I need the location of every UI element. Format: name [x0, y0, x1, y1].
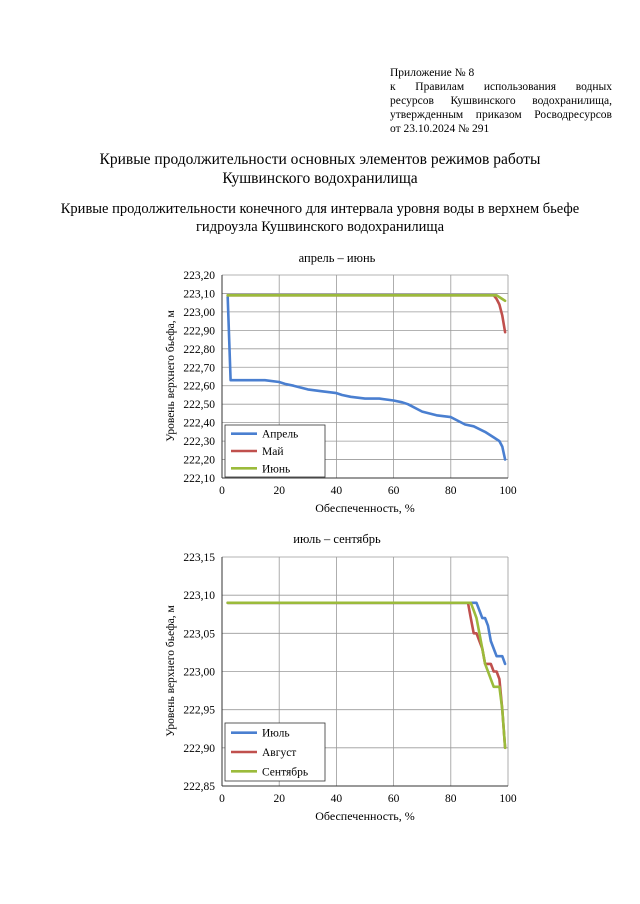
appendix-header	[390, 66, 612, 136]
appendix-number: Приложение № 8	[390, 67, 475, 79]
appendix-line: ресурсов Кушвинского водохранилища,	[390, 95, 612, 107]
x-tick-label: 40	[330, 793, 343, 805]
y-axis-label: Уровень верхнего бьефа, м	[165, 605, 177, 737]
page-title-line: Кривые продолжительности основных элементов режимов работы	[99, 151, 541, 168]
x-tick-label: 100	[499, 793, 517, 805]
y-tick-label: 223,10	[183, 288, 215, 301]
x-tick-label: 60	[387, 793, 400, 805]
y-tick-label: 222,60	[183, 380, 215, 393]
y-tick-label: 222,80	[183, 343, 215, 356]
section-subtitle	[0, 200, 640, 236]
x-tick-label: 60	[387, 485, 400, 497]
series-line-Июнь	[228, 295, 505, 301]
y-tick-label: 222,30	[183, 436, 215, 449]
subtitle-line: Кривые продолжительности конечного для интервала уровня воды в верхнем бьефе	[60, 201, 580, 217]
chart-title: июль – сентябрь	[293, 532, 381, 546]
legend-label: Август	[262, 747, 297, 759]
x-tick-label: 100	[499, 485, 517, 497]
chart-july-september	[0, 528, 640, 828]
chart-april-june	[0, 245, 640, 520]
y-tick-label: 223,05	[183, 628, 215, 641]
legend-label: Июнь	[262, 463, 291, 476]
y-tick-label: 223,20	[183, 270, 215, 282]
chart-title: апрель – июнь	[298, 251, 376, 265]
series-line-Май	[228, 295, 505, 332]
page-title-line: Кушвинского водохранилища	[222, 170, 418, 187]
y-axis-label: Уровень верхнего бьефа, м	[165, 310, 177, 442]
x-tick-label: 40	[330, 485, 343, 497]
legend-label: Май	[262, 446, 284, 458]
x-tick-label: 0	[219, 485, 225, 497]
legend-label: Сентябрь	[262, 766, 309, 779]
y-tick-label: 223,00	[183, 306, 215, 319]
y-tick-label: 222,95	[183, 704, 215, 717]
y-tick-label: 223,00	[183, 666, 215, 679]
y-tick-label: 223,10	[183, 590, 215, 603]
x-tick-label: 80	[445, 485, 457, 497]
appendix-line: к Правилам использования водных	[390, 81, 612, 93]
subtitle-line: гидроузла Кушвинского водохранилища	[195, 219, 445, 235]
y-tick-label: 222,20	[183, 454, 215, 467]
x-tick-label: 20	[273, 793, 285, 805]
appendix-date: от 23.10.2024 № 291	[390, 123, 490, 135]
y-tick-label: 222,85	[183, 781, 215, 793]
y-tick-label: 222,50	[183, 399, 215, 412]
x-tick-label: 80	[445, 793, 457, 805]
x-tick-label: 20	[273, 485, 285, 497]
x-axis-label: Обеспеченность, %	[315, 501, 415, 515]
x-axis-label: Обеспеченность, %	[315, 809, 415, 823]
y-tick-label: 223,15	[183, 552, 215, 564]
y-tick-label: 222,90	[183, 742, 215, 755]
y-tick-label: 222,10	[183, 473, 215, 485]
y-tick-label: 222,90	[183, 325, 215, 338]
page-title	[0, 150, 640, 188]
y-tick-label: 222,40	[183, 417, 215, 430]
x-tick-label: 0	[219, 793, 225, 805]
legend-label: Июль	[262, 727, 290, 740]
y-tick-label: 222,70	[183, 362, 215, 375]
legend-label: Апрель	[262, 428, 299, 441]
appendix-line: утвержденным приказом Росводресурсов	[390, 109, 612, 121]
